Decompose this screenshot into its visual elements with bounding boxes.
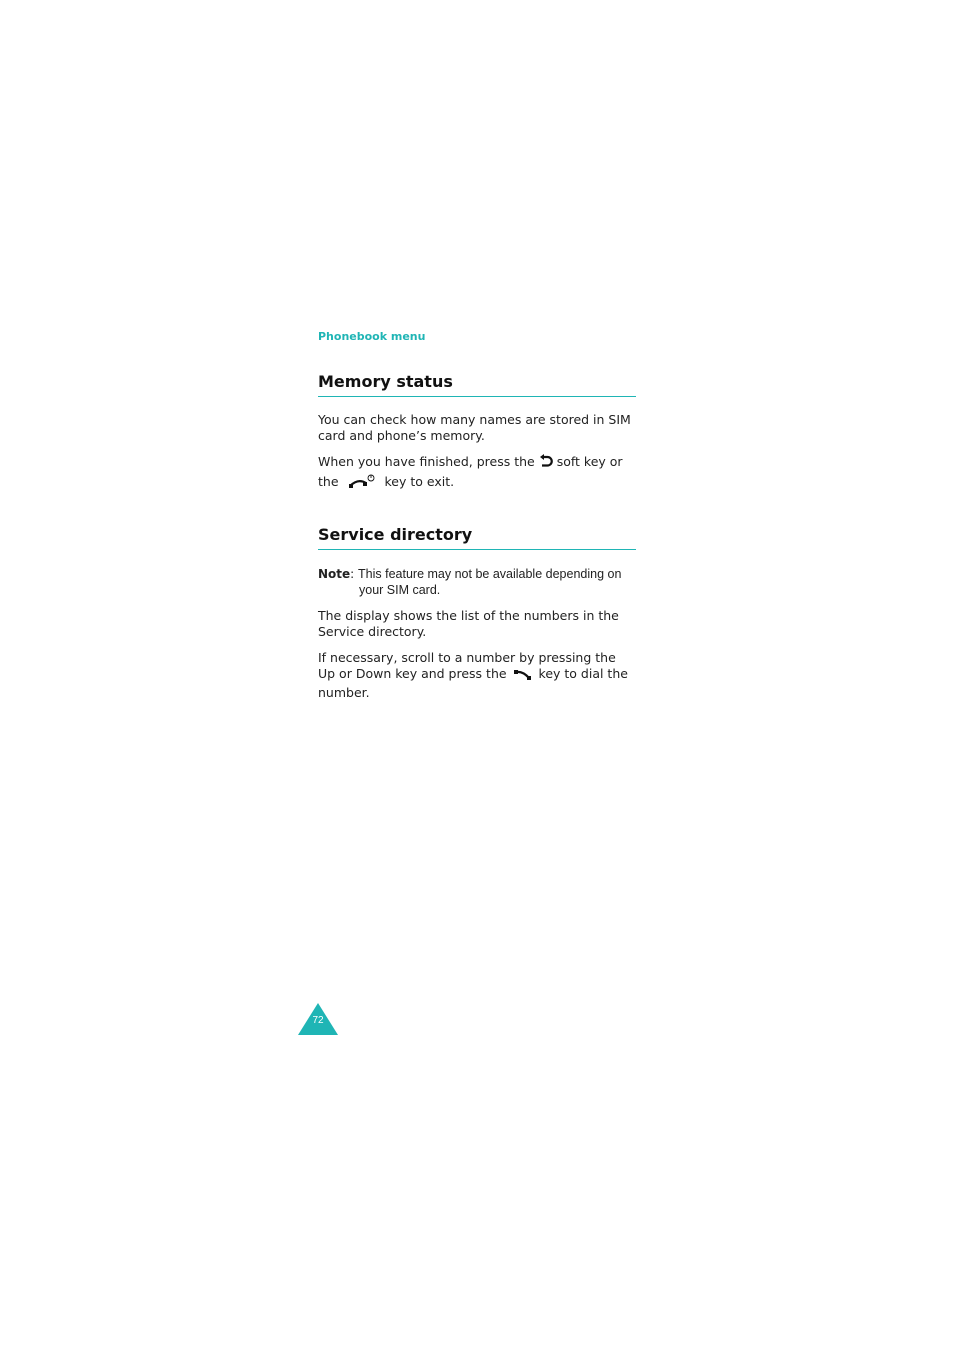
note-line2: your SIM card. xyxy=(359,583,441,597)
memory-status-exit-instruction xyxy=(318,454,636,493)
memory-status-description: You can check how many names are stored in SIM card and phone’s memory. xyxy=(318,412,631,443)
note-line1: This feature may not be available depending on xyxy=(358,567,622,581)
exit-text-part3: key to exit. xyxy=(384,474,455,489)
service-directory-dial-instruction xyxy=(318,650,636,701)
exit-text-part2: soft key or the xyxy=(318,454,623,489)
dial-text-part1: If necessary, scroll to a number by pressing the Up or Down key and press the xyxy=(318,650,616,681)
section-title-service-directory: Service directory xyxy=(318,525,636,550)
send-call-key-icon xyxy=(514,669,532,685)
service-directory-description: The display shows the list of the numbers in the Service directory. xyxy=(318,608,619,639)
exit-text-part1: When you have finished, press the xyxy=(318,454,535,469)
end-power-key-icon xyxy=(347,473,377,493)
running-head: Phonebook menu xyxy=(318,330,426,343)
page-number: 72 xyxy=(312,1015,324,1026)
section-title-memory-status: Memory status xyxy=(318,372,636,397)
back-soft-key-icon xyxy=(539,454,553,473)
note-label: Note xyxy=(318,567,351,581)
dial-text-part2: key to dial the number. xyxy=(318,666,628,700)
service-directory-note: Note: This feature may not be available depending on your SIM card. xyxy=(318,566,636,598)
